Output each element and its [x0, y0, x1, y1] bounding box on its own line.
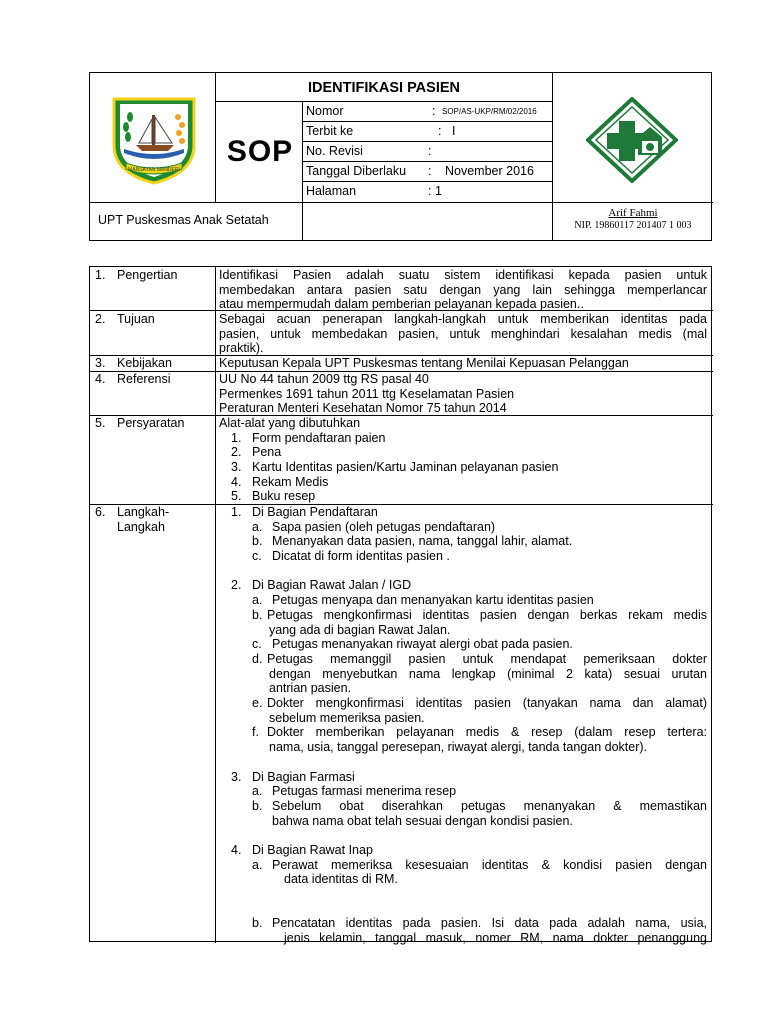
procedure-step: e. Dokter mengkonfirmasi identitas pasien (tanyakan nama dan alamat) sebelum memeriksa pasien. — [252, 696, 707, 725]
section-text-pengertian: Identifikasi Pasien adalah suatu sistem identifikasi kepada pasien untuk membedakan antara pasien satu dengan yang lain sehingga memperlancar atau mempermudah dalam pemberian pelayanan kepada pasien.. — [219, 268, 707, 312]
procedure-group-title: 4. Di Bagian Rawat Inap — [231, 842, 373, 857]
meta-key: Tanggal Diberlaku — [306, 164, 407, 178]
document-title: IDENTIFIKASI PASIEN — [308, 80, 460, 96]
meta-colon: : — [428, 144, 432, 158]
section-label-pengertian: 1. Pengertian — [95, 268, 178, 282]
meta-colon: : — [432, 104, 436, 118]
meta-colon: : — [428, 184, 432, 198]
section-text-referensi: UU No 44 tahun 2009 ttg RS pasal 40 Permenkes 1691 tahun 2011 ttg Keselamatan Pasien Peraturan Menteri Kesehatan Nomor 75 tahun 2014 — [219, 372, 515, 416]
procedure-group-title: 1. Di Bagian Pendaftaran — [231, 505, 378, 519]
procedure-step: a. Petugas farmasi menerima resep — [252, 784, 457, 799]
list-item: 1. Form pendaftaran paien — [231, 430, 386, 445]
section-label-tujuan: 2. Tujuan — [95, 312, 155, 326]
procedure-step: b. Menanyakan data pasien, nama, tanggal lahir, alamat. — [252, 534, 573, 549]
signatory-nip: NIP. 19860117 201407 1 003 — [574, 220, 692, 231]
procedure-step: c. Dicatat di form identitas pasien . — [252, 549, 450, 564]
procedure-step: a. Petugas menyapa dan menanyakan kartu identitas pasien — [252, 593, 594, 608]
procedure-step: c. Petugas menanyakan riwayat alergi obat pada pasien. — [252, 637, 573, 652]
procedure-step: f. Dokter memberikan pelayanan medis & resep (dalam resep tertera: nama, usia, tanggal peresepan, riwayat alergi, tanda tangan dokter). — [252, 725, 707, 755]
section-text-persyaratan: Alat-alat yang dibutuhkan 1. Form pendaftaran paien 2. Pena 3. Kartu Identitas pasien/Kartu Jaminan pelayanan pasien 4. Rekam Medis 5. Buku resep — [219, 416, 707, 504]
meta-key: Halaman — [306, 184, 357, 198]
procedure-group-title: 3. Di Bagian Farmasi — [231, 769, 355, 784]
meta-row-nomor — [304, 102, 552, 122]
puskesmas-logo — [586, 97, 678, 183]
list-item: 4. Rekam Medis — [231, 474, 329, 489]
procedure-group-title: 2. Di Bagian Rawat Jalan / IGD — [231, 578, 412, 593]
procedure-step: b. Sebelum obat diserahkan petugas menanyakan & memastikan bahwa nama obat telah sesuai dengan kondisi pasien. — [252, 798, 707, 828]
organization-name: UPT Puskesmas Anak Setatah — [98, 213, 269, 227]
sop-label: SOP — [226, 135, 294, 168]
regional-emblem-logo — [106, 93, 202, 185]
meta-value: 1 — [435, 184, 442, 198]
meta-value: November 2016 — [445, 164, 534, 178]
procedure-step: a. Perawat memeriksa kesesuaian identitas & kondisi pasien dengan data identitas di RM. — [252, 857, 707, 887]
procedure-step: b. Pencatatan identitas pada pasien. Isi data pada adalah nama, usia, jenis kelamin, tanggal masuk, nomer RM, nama dokter penanggung — [252, 916, 707, 946]
meta-value: I — [452, 124, 456, 138]
meta-colon: : — [438, 124, 442, 138]
meta-key: Terbit ke — [306, 124, 354, 138]
meta-row-halaman — [304, 182, 552, 202]
procedure-step: d. Petugas memanggil pasien untuk mendapat pemeriksaan dokter dengan menyebutkan nama lengkap (minimal 2 kata) sesuai urutan antrian pasien. — [252, 651, 707, 696]
meta-row-terbit — [304, 122, 552, 142]
procedure-step: b. Petugas mengkonfirmasi identitas pasien dengan berkas rekam medis yang ada di bagian Rawat Jalan. — [252, 607, 707, 637]
section-label-langkah: 6. Langkah- Langkah — [95, 505, 170, 534]
meta-colon: : — [428, 164, 432, 178]
meta-value: SOP/AS-UKP/RM/02/2016 — [442, 107, 537, 116]
section-text-tujuan: Sebagai acuan penerapan langkah-langkah untuk memberikan identitas pada pasien, untuk membedakan pasien, untuk menghindari kesalahan medis (mal praktik). — [219, 312, 707, 356]
meta-row-tanggal — [304, 162, 552, 182]
list-item: 5. Buku resep — [231, 489, 316, 504]
procedure-step: a. Sapa pasien (oleh petugas pendaftaran) — [252, 519, 496, 534]
meta-key: No. Revisi — [306, 144, 363, 158]
section-text-langkah — [219, 505, 707, 946]
section-label-referensi: 4. Referensi — [95, 372, 171, 386]
section-label-kebijakan: 3. Kebijakan — [95, 356, 172, 370]
list-item: 3. Kartu Identitas pasien/Kartu Jaminan pelayanan pasien — [231, 460, 559, 475]
emblem-motto: MANSAYAN MANDERI — [128, 167, 180, 173]
sop-content-table — [89, 266, 712, 946]
sop-header-table — [89, 72, 712, 241]
meta-row-revisi — [304, 142, 552, 162]
list-item: 2. Pena — [231, 445, 282, 460]
signatory-name: Arif Fahmi — [608, 207, 658, 219]
section-text-kebijakan: Keputusan Kepala UPT Puskesmas tentang Menilai Kepuasan Pelanggan — [219, 356, 629, 370]
section-label-persyaratan: 5. Persyaratan — [95, 416, 185, 430]
meta-key: Nomor — [306, 104, 344, 118]
